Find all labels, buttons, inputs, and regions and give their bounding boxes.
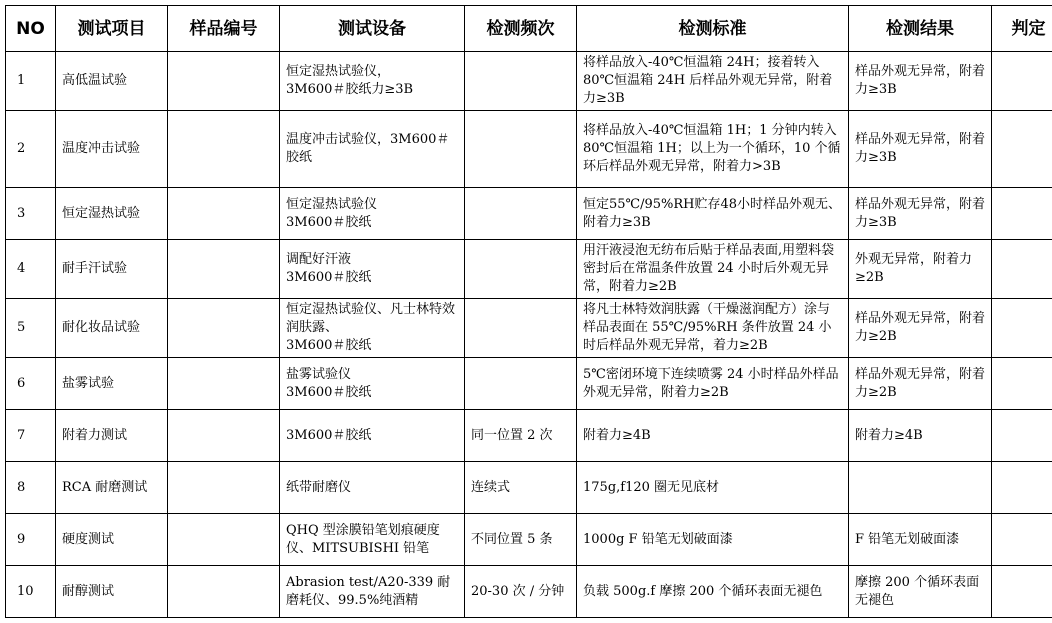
header-test-item: 测试项目	[56, 6, 168, 52]
result-cell: 样品外观无异常，附着力≥3B	[849, 111, 992, 188]
frequency-cell: 同一位置 2 次	[465, 410, 577, 462]
standard-cell: 将样品放入-40℃恒温箱 24H；接着转入 80℃恒温箱 24H 后样品外观无异常，附着力≥3B	[577, 52, 849, 111]
result-cell: 外观无异常，附着力≥2B	[849, 240, 992, 299]
result-cell: 样品外观无异常，附着力≥3B	[849, 188, 992, 240]
header-verdict: 判定	[992, 6, 1052, 52]
standard-cell: 将样品放入-40℃恒温箱 1H；1 分钟内转入 80℃恒温箱 1H；以上为一个循环，10 个循环后样品外观无异常，附着力>3B	[577, 111, 849, 188]
sample-id-cell	[168, 299, 280, 358]
table-row	[6, 299, 1052, 358]
frequency-cell	[465, 299, 577, 358]
table-row	[6, 188, 1052, 240]
frequency-cell	[465, 52, 577, 111]
result-cell: 样品外观无异常，附着力≥2B	[849, 358, 992, 410]
sample-id-cell	[168, 410, 280, 462]
sample-id-cell	[168, 358, 280, 410]
verdict-cell	[992, 299, 1052, 358]
frequency-cell	[465, 240, 577, 299]
verdict-cell	[992, 188, 1052, 240]
result-cell: 附着力≥4B	[849, 410, 992, 462]
sample-id-cell	[168, 240, 280, 299]
verdict-cell	[992, 52, 1052, 111]
frequency-cell	[465, 358, 577, 410]
table-row	[6, 462, 1052, 514]
no-cell: 3	[6, 188, 56, 240]
table-row	[6, 514, 1052, 566]
verdict-cell	[992, 410, 1052, 462]
equipment-cell: 3M600＃胶纸	[280, 410, 465, 462]
equipment-cell: Abrasion test/A20-339 耐磨耗仪、99.5%纯酒精	[280, 566, 465, 618]
test-report-table	[5, 5, 1052, 618]
table-row	[6, 566, 1052, 618]
test-item-cell: 硬度测试	[56, 514, 168, 566]
no-cell: 6	[6, 358, 56, 410]
verdict-cell	[992, 514, 1052, 566]
result-cell: 摩擦 200 个循环表面无褪色	[849, 566, 992, 618]
test-item-cell: 耐手汗试验	[56, 240, 168, 299]
no-cell: 10	[6, 566, 56, 618]
sample-id-cell	[168, 188, 280, 240]
result-cell: F 铅笔无划破面漆	[849, 514, 992, 566]
test-item-cell: 附着力测试	[56, 410, 168, 462]
test-item-cell: 恒定湿热试验	[56, 188, 168, 240]
standard-cell: 附着力≥4B	[577, 410, 849, 462]
test-item-cell: RCA 耐磨测试	[56, 462, 168, 514]
standard-cell: 1000g F 铅笔无划破面漆	[577, 514, 849, 566]
no-cell: 2	[6, 111, 56, 188]
frequency-cell: 不同位置 5 条	[465, 514, 577, 566]
verdict-cell	[992, 566, 1052, 618]
verdict-cell	[992, 462, 1052, 514]
sample-id-cell	[168, 514, 280, 566]
result-cell: 样品外观无异常，附着力≥3B	[849, 52, 992, 111]
no-cell: 9	[6, 514, 56, 566]
test-item-cell: 盐雾试验	[56, 358, 168, 410]
sample-id-cell	[168, 566, 280, 618]
equipment-cell: 温度冲击试验仪，3M600＃胶纸	[280, 111, 465, 188]
equipment-cell: QHQ 型涂膜铅笔划痕硬度仪、MITSUBISHI 铅笔	[280, 514, 465, 566]
header-standard: 检测标准	[577, 6, 849, 52]
header-sample-id: 样品编号	[168, 6, 280, 52]
table-row	[6, 358, 1052, 410]
frequency-cell	[465, 188, 577, 240]
equipment-cell: 恒定湿热试验仪、凡士林特效润肤露、 3M600＃胶纸	[280, 299, 465, 358]
equipment-cell: 调配好汗液 3M600＃胶纸	[280, 240, 465, 299]
no-cell: 4	[6, 240, 56, 299]
table-row	[6, 410, 1052, 462]
test-item-cell: 耐化妆品试验	[56, 299, 168, 358]
header-row	[6, 6, 1052, 52]
equipment-cell: 恒定湿热试验仪 3M600＃胶纸	[280, 188, 465, 240]
no-cell: 7	[6, 410, 56, 462]
verdict-cell	[992, 240, 1052, 299]
equipment-cell: 盐雾试验仪 3M600＃胶纸	[280, 358, 465, 410]
header-result: 检测结果	[849, 6, 992, 52]
standard-cell: 用汗液浸泡无纺布后贴于样品表面,用塑料袋密封后在常温条件放置 24 小时后外观无异常，附着力≥2B	[577, 240, 849, 299]
table-row	[6, 240, 1052, 299]
test-item-cell: 高低温试验	[56, 52, 168, 111]
table-row	[6, 111, 1052, 188]
standard-cell: 将凡士林特效润肤露（干燥滋润配方）涂与样品表面在 55℃/95%RH 条件放置 24 小时后样品外观无异常，着力≥2B	[577, 299, 849, 358]
no-cell: 5	[6, 299, 56, 358]
standard-cell: 负载 500g.f 摩擦 200 个循环表面无褪色	[577, 566, 849, 618]
frequency-cell	[465, 111, 577, 188]
verdict-cell	[992, 358, 1052, 410]
frequency-cell: 连续式	[465, 462, 577, 514]
sample-id-cell	[168, 52, 280, 111]
table-body	[6, 52, 1052, 618]
equipment-cell: 恒定湿热试验仪， 3M600＃胶纸力≥3B	[280, 52, 465, 111]
equipment-cell: 纸带耐磨仪	[280, 462, 465, 514]
test-item-cell: 耐醇测试	[56, 566, 168, 618]
header-equipment: 测试设备	[280, 6, 465, 52]
standard-cell: 恒定55℃/95%RH贮存48小时样品外观无、附着力≥3B	[577, 188, 849, 240]
table-row	[6, 52, 1052, 111]
result-cell	[849, 462, 992, 514]
result-cell: 样品外观无异常，附着力≥2B	[849, 299, 992, 358]
verdict-cell	[992, 111, 1052, 188]
standard-cell: 175g,f120 圈无见底材	[577, 462, 849, 514]
no-cell: 8	[6, 462, 56, 514]
test-item-cell: 温度冲击试验	[56, 111, 168, 188]
standard-cell: 5℃密闭环境下连续喷雾 24 小时样品外样品外观无异常，附着力≥2B	[577, 358, 849, 410]
header-frequency: 检测频次	[465, 6, 577, 52]
no-cell: 1	[6, 52, 56, 111]
sample-id-cell	[168, 111, 280, 188]
frequency-cell: 20-30 次 / 分钟	[465, 566, 577, 618]
header-no: NO	[6, 6, 56, 52]
sample-id-cell	[168, 462, 280, 514]
